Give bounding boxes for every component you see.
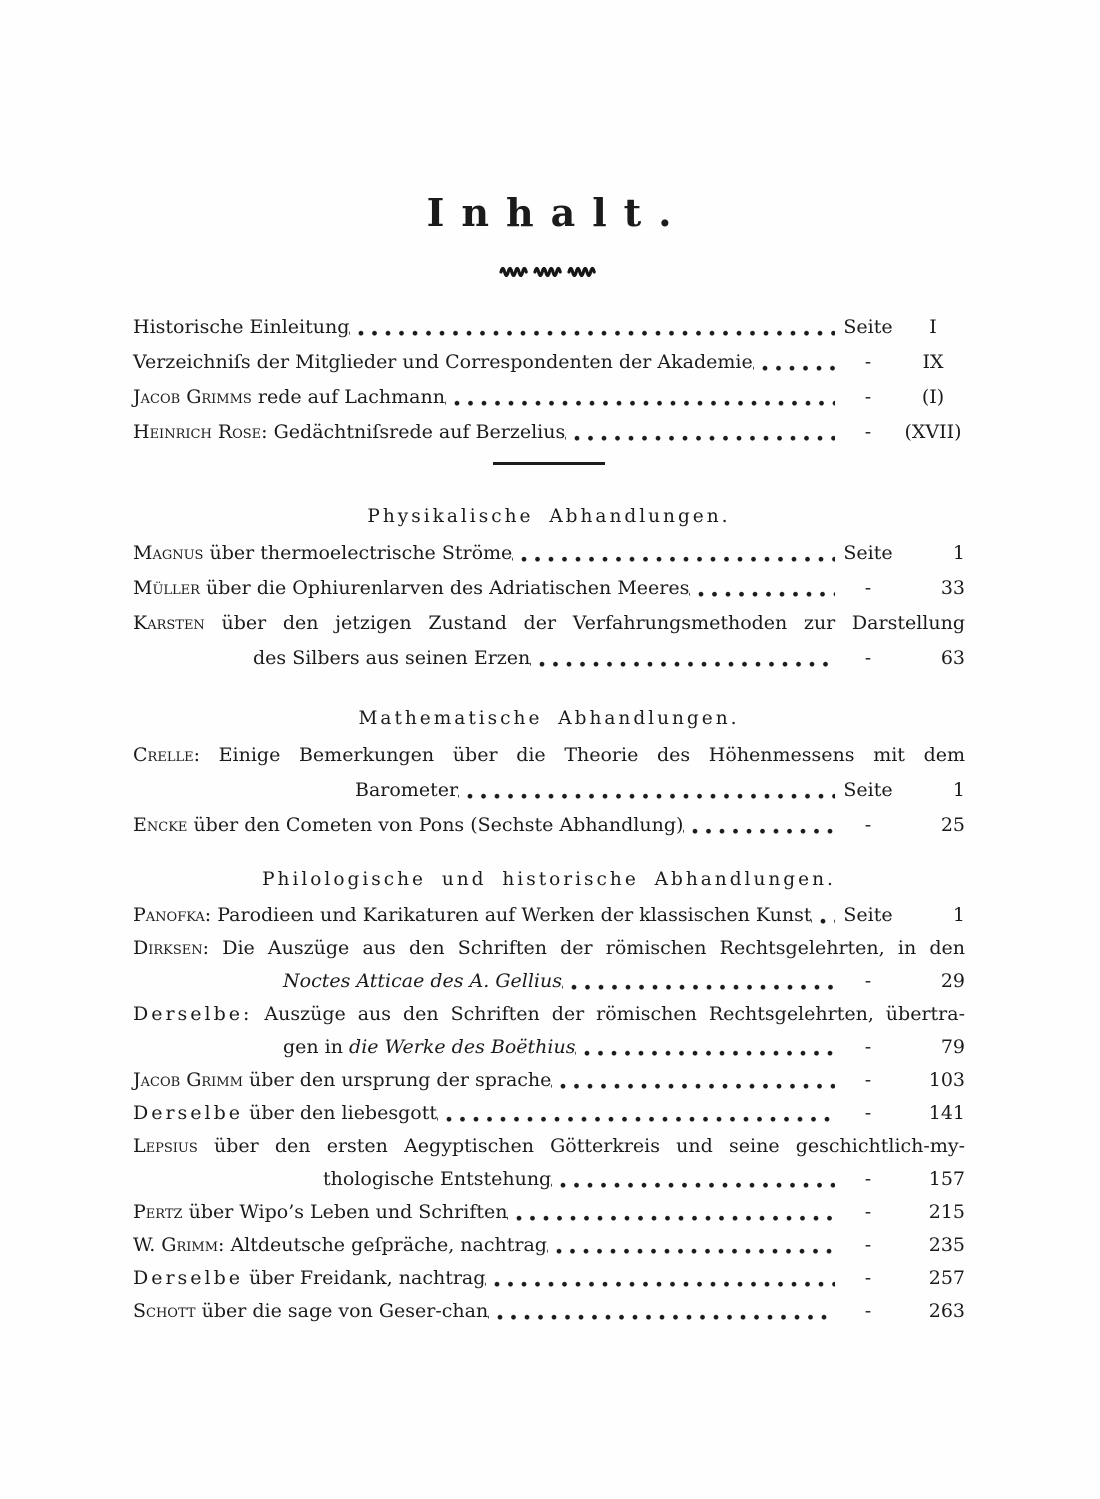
section-heading-philologische: Philologische und historische Abhandlungen. [262,869,836,890]
dot-leader [530,641,835,676]
page-number: 1 [952,542,965,564]
entry-text [133,1196,507,1229]
entry-text [133,808,683,843]
dot-leader [547,1229,835,1262]
toc-row-lepsius [133,1130,965,1196]
page-marker: - [864,421,872,443]
page-marker: Seite [843,904,893,926]
entry-title: über den jetzigen Zustand der Verfahrungsmethoden zur Darstellung [204,612,965,634]
entry-title: Altdeutsche geſpräche, nachtrag [224,1234,547,1256]
ornament-container [133,260,965,274]
entry-title: über den ursprung der sprache [242,1069,552,1091]
entry-text [133,899,811,932]
entry-title: über die Ophiurenlarven des Adriatischen Meeres [199,577,690,599]
page-number: (I) [921,386,945,408]
page-number: 29 [940,970,965,992]
author-name: Derselbe: [133,1003,253,1025]
author-name: Schott [133,1300,196,1322]
entry-text [133,415,565,450]
dot-leader [562,965,835,998]
dot-leader [485,1262,835,1295]
entry-line1 [133,998,965,1031]
front-matter-list [133,310,965,450]
page-number: 103 [928,1069,965,1091]
author-name: W. Grimm: [133,1234,225,1256]
toc-row-crelle [133,738,965,808]
entry-line2 [133,641,965,676]
section-divider-rule [493,462,605,465]
entry-title: über die sage von Geser-chan [195,1300,489,1322]
page-marker: - [864,647,872,669]
page-marker: - [864,1201,872,1223]
toc-row-pertz [133,1196,965,1229]
indent-spacer [133,1031,283,1064]
toc-row-historische-einleitung [133,310,965,345]
dot-leader [689,571,835,606]
dot-leader [458,773,835,808]
page-marker: Seite [843,542,893,564]
entry-line1 [133,738,965,773]
entry-text [133,1229,547,1262]
entry-title: über den liebesgott [243,1102,437,1124]
page-marker: - [864,577,872,599]
author-name: Müller [133,577,200,599]
author-name: Magnus [133,542,204,564]
toc-row-grimms-rede [133,380,965,415]
dot-leader [551,1163,835,1196]
author-name: Dirksen: [133,937,210,959]
toc-row-verzeichniss [133,345,965,380]
dot-leader [445,380,835,415]
author-name: Derselbe [133,1267,244,1289]
entry-text [355,773,458,808]
section-heading-physikalische: Physikalische Abhandlungen. [367,506,731,527]
entry-line2 [133,1031,965,1064]
page-marker: Seite [843,316,893,338]
entry-text [133,1262,485,1295]
page-number: 33 [940,577,965,599]
page-number: 157 [928,1168,965,1190]
author-name: Pertz [133,1201,183,1223]
page-marker: - [864,1069,872,1091]
squiggle-ornament-icon [499,263,599,277]
dot-leader [811,899,835,932]
entry-title: Einige Bemerkungen über die Theorie des Höhenmessens mit dem [199,744,965,766]
toc-row-magnus [133,536,965,571]
page-marker: Seite [843,779,893,801]
entry-title: über den Cometen von Pons (Sechste Abhandlung) [187,814,684,836]
entry-text [133,536,512,571]
entry-line2 [133,1163,965,1196]
toc-row-panofka [133,899,965,932]
toc-row-dirksen [133,932,965,998]
toc-row-derselbe-liebesgott [133,1097,965,1130]
page-marker: - [864,1234,872,1256]
entry-title: Historische Einleitung [133,316,350,338]
section-philologische-list [133,899,965,1328]
entry-text [133,1097,437,1130]
page-number: 215 [928,1201,965,1223]
author-name: Heinrich Rose: [133,421,268,443]
entry-title: Die Auszüge aus den Schriften der römischen Rechtsgelehrten, in den [209,937,965,959]
page-marker: - [864,1267,872,1289]
entry-title: über thermoelectrische Ströme [203,542,513,564]
toc-row-mueller [133,571,965,606]
entry-line1 [133,606,965,641]
indent-spacer [133,1163,323,1196]
entry-title: über Freidank, nachtrag [243,1267,486,1289]
author-name: Lepsius [133,1135,198,1157]
entry-text [133,1295,488,1328]
dot-leader [753,345,835,380]
entry-title: über Wipo’s Leben und Schriften [182,1201,508,1223]
entry-text [323,1163,551,1196]
page-number: 63 [940,647,965,669]
entry-title: Auszüge aus den Schriften der römischen Rechtsgelehrten, übertra- [252,1003,965,1025]
entry-text [283,965,562,998]
entry-text [253,641,530,676]
dot-leader [512,536,835,571]
entry-line1 [133,932,965,965]
indent-spacer [133,641,253,676]
section-mathematische-list [133,738,965,843]
page-number: 1 [952,904,965,926]
entry-continuation-italic: die Werke des Boëthius [349,1036,576,1058]
author-name: Encke [133,814,188,836]
page-marker: - [864,386,872,408]
entry-text [133,571,689,606]
dot-leader [437,1097,835,1130]
entry-text [133,310,349,345]
author-name: Derselbe [133,1102,244,1124]
page-number: 25 [940,814,965,836]
entry-text [283,1031,575,1064]
toc-row-jacob-grimm-sprache [133,1064,965,1097]
dot-leader [575,1031,835,1064]
page-marker: - [864,1102,872,1124]
dot-leader [349,310,835,345]
page-number: 1 [952,779,965,801]
page-marker: - [864,1168,872,1190]
entry-title: Gedächtniſsrede auf Berzelius [267,421,566,443]
entry-continuation-italic: Noctes Atticae des A. Gellius [283,970,562,992]
page-marker: - [864,1036,872,1058]
entry-text [133,380,445,415]
toc-row-rose-berzelius [133,415,965,450]
entry-text [133,1064,551,1097]
entry-title: Verzeichniſs der Mitglieder und Correspondenten der Akademie [133,351,753,373]
page-marker: - [864,970,872,992]
page-marker: - [864,814,872,836]
toc-row-derselbe-boethius [133,998,965,1064]
author-name: Panofka: [133,904,212,926]
author-name: Jacob Grimm [133,1069,243,1091]
page-title: Inhalt. [426,190,689,235]
page-number: 79 [940,1036,965,1058]
page-number: IX [922,351,944,373]
entry-title: Parodieen und Karikaturen auf Werken der klassischen Kunst [211,904,812,926]
page-number: 257 [928,1267,965,1289]
page-number: 263 [928,1300,965,1322]
dot-leader [551,1064,835,1097]
toc-row-w-grimm [133,1229,965,1262]
section-heading-mathematische: Mathematische Abhandlungen. [358,708,740,729]
page-number: 141 [928,1102,965,1124]
author-name: Crelle: [133,744,200,766]
page-marker: - [864,351,872,373]
entry-continuation: Barometer [355,779,459,801]
dot-leader [507,1196,835,1229]
section-physikalische-list [133,536,965,676]
dot-leader [488,1295,835,1328]
toc-row-karsten [133,606,965,676]
indent-spacer [133,773,355,808]
entry-continuation: gen in [283,1036,350,1058]
page-number: (XVII) [904,421,962,443]
entry-title: rede auf Lachmann [251,386,445,408]
author-name: Jacob Grimms [133,386,252,408]
entry-text [133,345,753,380]
toc-row-schott [133,1295,965,1328]
dot-leader [683,808,835,843]
toc-row-derselbe-freidank [133,1262,965,1295]
entry-line2 [133,965,965,998]
entry-continuation: des Silbers aus seinen Erzen [253,647,531,669]
toc-row-encke [133,808,965,843]
entry-line2 [133,773,965,808]
author-name: Karsten [133,612,205,634]
entry-title: über den ersten Aegyptischen Götterkreis und seine geschichtlich-my- [197,1135,965,1157]
dot-leader [565,415,835,450]
page-marker: - [864,1300,872,1322]
entry-line1 [133,1130,965,1163]
indent-spacer [133,965,283,998]
page-number: I [929,316,937,338]
entry-continuation: thologische Entstehung [323,1168,552,1190]
page-number: 235 [928,1234,965,1256]
